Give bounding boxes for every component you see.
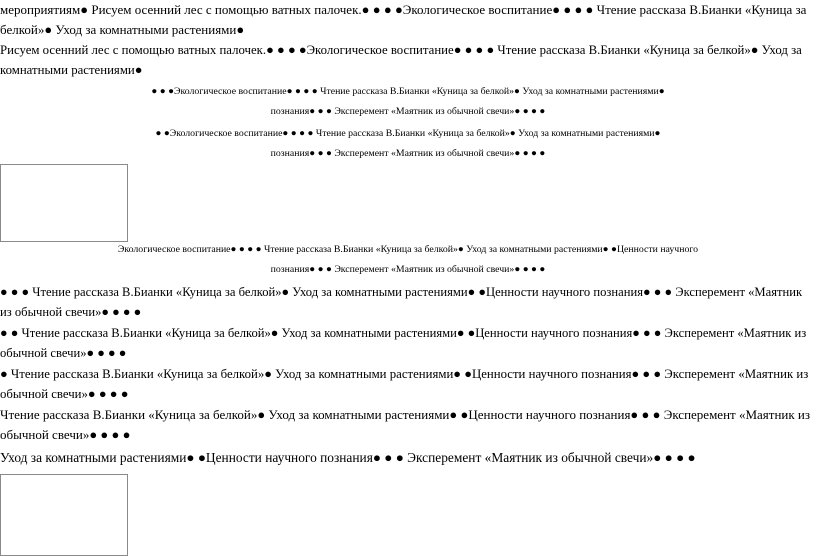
text-line: обычной свечи»● ● ● ● [0,346,127,360]
text-paragraph-3 [0,82,816,122]
text-paragraph-10 [0,448,696,468]
text-line: обычной свечи»● ● ● ● [0,427,131,442]
text-paragraph-1 [0,0,806,40]
text-line: познания● ● ● Эксперемент «Маятник из обычной свечи»● ● ● ● [270,106,546,117]
text-paragraph-5 [0,240,816,280]
text-line: Экологическое воспитание● ● ● ● Чтение рассказа В.Бианки «Куница за белкой»● Уход за комнатными растениями● ●Ценности научного [117,244,699,255]
text-line: комнатными растениями● [0,63,143,77]
text-line: познания● ● ● Эксперемент «Маятник из обычной свечи»● ● ● ● [270,264,546,275]
image-frame [0,474,128,556]
text-line: мероприятиям● Рисуем осенний лес с помощью ватных палочек.● ● ● ●Экологическое воспитание● ● ● ● Чтение рассказа В.Бианки «Куница за [0,2,807,17]
text-line: ● ● Чтение рассказа В.Бианки «Куница за белкой»● Уход за комнатными растениями● ●Ценности научного познания● ● ● Эксперемент «Маятник из [0,326,807,340]
text-line: ● Чтение рассказа В.Бианки «Куница за белкой»● Уход за комнатными растениями● ●Ценности научного познания● ● ● Эксперемент «Маятник из [0,367,809,381]
text-line: Рисуем осенний лес с помощью ватных палочек.● ● ● ●Экологическое воспитание● ● ● ● Чтение рассказа В.Бианки «Куница за белкой»● Уход за [0,43,802,57]
text-line: ● ● ●Экологическое воспитание● ● ● ● Чтение рассказа В.Бианки «Куница за белкой»● Уход за комнатными растениями● [151,86,665,97]
text-line: ● ●Экологическое воспитание● ● ● ● Чтение рассказа В.Бианки «Куница за белкой»● Уход за комнатными растениями● [155,128,661,139]
text-line: ● ● ● Чтение рассказа В.Бианки «Куница за белкой»● Уход за комнатными растениями● ●Ценности научного познания● ● ● Эксперемент «Маятник [0,285,803,299]
text-paragraph-2 [0,40,802,80]
text-paragraph-9 [0,405,810,445]
text-line: обычной свечи»● ● ● ● [0,387,129,401]
text-paragraph-4 [0,124,816,164]
text-paragraph-8 [0,364,808,404]
text-paragraph-6 [0,282,802,322]
text-line: из обычной свечи»● ● ● ● [0,305,142,319]
text-line: Уход за комнатными растениями● ●Ценности научного познания● ● ● Эксперемент «Маятник из обычной свечи»● ● ● ● [0,450,696,465]
text-line: Чтение рассказа В.Бианки «Куница за белкой»● Уход за комнатными растениями● ●Ценности научного познания● ● ● Эксперемент «Маятник из [0,407,811,422]
text-paragraph-7 [0,323,806,363]
text-line: белкой»● Уход за комнатными растениями● [0,22,245,37]
image-frame [0,164,128,242]
text-line: познания● ● ● Эксперемент «Маятник из обычной свечи»● ● ● ● [270,148,546,159]
